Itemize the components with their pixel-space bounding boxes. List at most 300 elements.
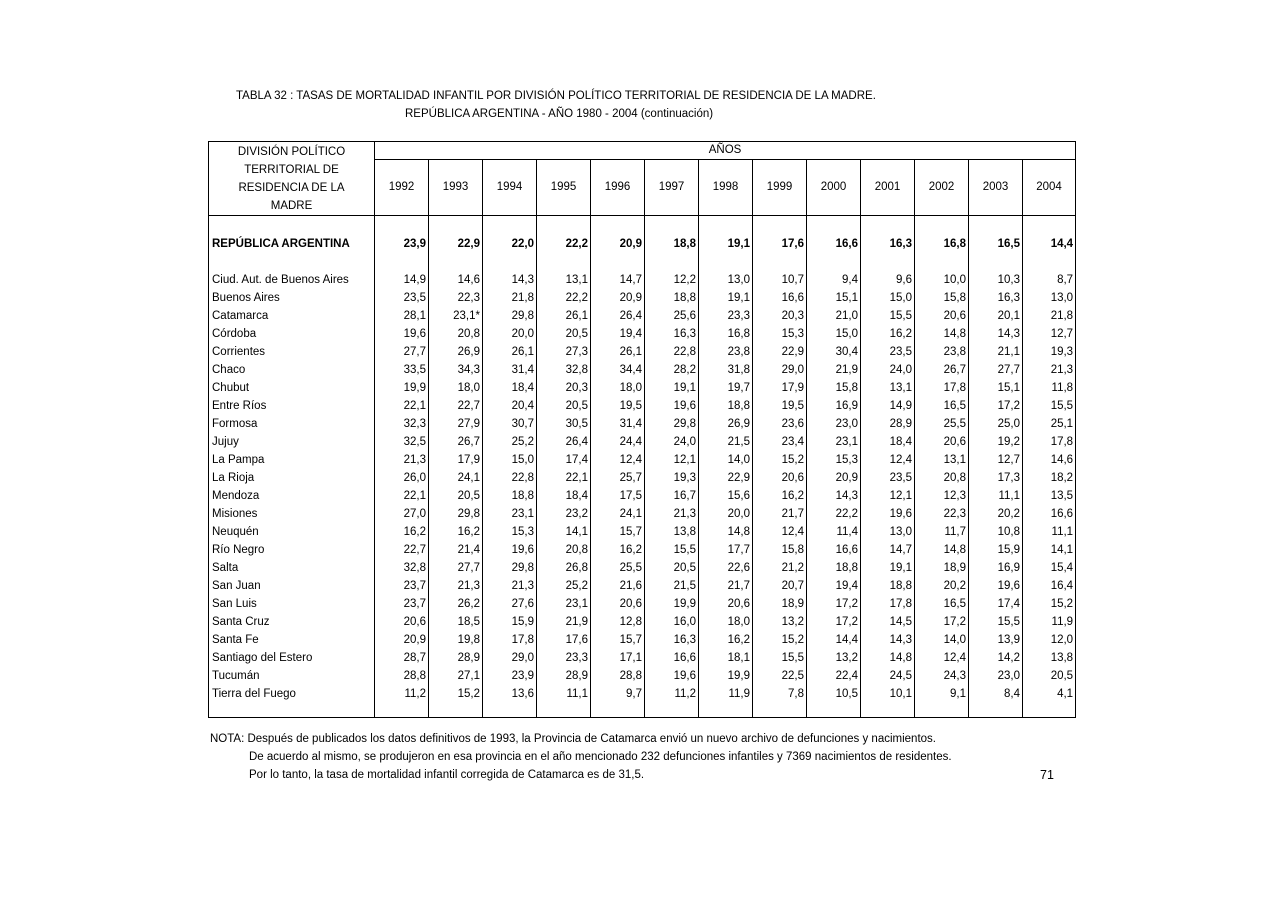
value-cell: 28,9 — [537, 667, 591, 685]
value-cell: 30,5 — [537, 415, 591, 433]
value-cell: 31,4 — [483, 361, 537, 379]
value-cell: 9,6 — [861, 271, 915, 289]
value-cell: 23,6 — [753, 415, 807, 433]
table-row — [209, 397, 1076, 415]
value-cell: 17,8 — [483, 631, 537, 649]
year-header-cell: 1996 — [591, 159, 645, 215]
year-header-cell: 2000 — [807, 159, 861, 215]
value-cell: 14,4 — [1023, 216, 1076, 272]
value-cell: 14,6 — [429, 271, 483, 289]
value-cell: 16,7 — [645, 487, 699, 505]
value-cell: 26,0 — [375, 469, 429, 487]
value-cell: 17,9 — [753, 379, 807, 397]
value-cell: 16,3 — [861, 216, 915, 272]
year-header-cell: 1997 — [645, 159, 699, 215]
row-label: Chaco — [209, 361, 375, 379]
value-cell: 17,4 — [537, 451, 591, 469]
value-cell: 15,9 — [969, 541, 1023, 559]
value-cell: 8,7 — [1023, 271, 1076, 289]
value-cell: 16,9 — [969, 559, 1023, 577]
value-cell: 13,9 — [969, 631, 1023, 649]
value-cell: 12,8 — [591, 613, 645, 631]
value-cell: 24,0 — [645, 433, 699, 451]
value-cell: 14,3 — [483, 271, 537, 289]
value-cell: 34,3 — [429, 361, 483, 379]
value-cell: 12,1 — [645, 451, 699, 469]
value-cell: 22,9 — [753, 343, 807, 361]
table-row — [209, 649, 1076, 667]
value-cell: 21,8 — [483, 289, 537, 307]
value-cell: 23,5 — [861, 469, 915, 487]
value-cell: 18,9 — [753, 595, 807, 613]
value-cell: 14,3 — [807, 487, 861, 505]
value-cell: 21,6 — [591, 577, 645, 595]
value-cell: 15,0 — [861, 289, 915, 307]
table-row — [209, 577, 1076, 595]
value-cell: 13,8 — [1023, 649, 1076, 667]
value-cell: 20,1 — [969, 307, 1023, 325]
value-cell: 13,2 — [753, 613, 807, 631]
note-line-3: Por lo tanto, la tasa de mortalidad infantil corregida de Catamarca es de 31,5. — [249, 769, 645, 781]
value-cell: 15,9 — [483, 613, 537, 631]
value-cell: 16,6 — [753, 289, 807, 307]
value-cell: 22,1 — [375, 397, 429, 415]
value-cell: 25,1 — [1023, 415, 1076, 433]
value-cell: 26,9 — [429, 343, 483, 361]
value-cell — [861, 703, 915, 718]
value-cell: 18,5 — [429, 613, 483, 631]
value-cell: 20,6 — [915, 433, 969, 451]
value-cell: 10,8 — [969, 523, 1023, 541]
table-row — [209, 595, 1076, 613]
value-cell: 17,2 — [807, 595, 861, 613]
value-cell: 19,5 — [753, 397, 807, 415]
value-cell: 16,2 — [753, 487, 807, 505]
value-cell: 20,5 — [429, 487, 483, 505]
value-cell: 26,4 — [591, 307, 645, 325]
value-cell: 31,4 — [591, 415, 645, 433]
value-cell: 25,6 — [645, 307, 699, 325]
value-cell: 17,5 — [591, 487, 645, 505]
row-label: Jujuy — [209, 433, 375, 451]
value-cell: 11,1 — [969, 487, 1023, 505]
year-header-cell: 2004 — [1023, 159, 1076, 215]
value-cell: 23,4 — [753, 433, 807, 451]
value-cell: 32,3 — [375, 415, 429, 433]
row-label: Salta — [209, 559, 375, 577]
row-header — [209, 142, 375, 216]
value-cell: 19,8 — [429, 631, 483, 649]
value-cell: 28,9 — [861, 415, 915, 433]
value-cell: 23,5 — [861, 343, 915, 361]
value-cell: 12,7 — [1023, 325, 1076, 343]
value-cell: 20,8 — [429, 325, 483, 343]
value-cell: 18,4 — [861, 433, 915, 451]
value-cell: 16,3 — [645, 631, 699, 649]
value-cell: 19,2 — [969, 433, 1023, 451]
table-row — [209, 559, 1076, 577]
row-label: REPÚBLICA ARGENTINA — [209, 216, 375, 272]
value-cell: 20,6 — [915, 307, 969, 325]
row-label: Formosa — [209, 415, 375, 433]
value-cell: 12,4 — [753, 523, 807, 541]
value-cell: 18,2 — [1023, 469, 1076, 487]
value-cell: 27,7 — [969, 361, 1023, 379]
value-cell: 30,7 — [483, 415, 537, 433]
value-cell: 13,5 — [1023, 487, 1076, 505]
value-cell: 24,3 — [915, 667, 969, 685]
value-cell: 18,8 — [807, 559, 861, 577]
value-cell: 21,9 — [537, 613, 591, 631]
value-cell: 23,8 — [915, 343, 969, 361]
value-cell: 15,2 — [1023, 595, 1076, 613]
value-cell: 11,2 — [645, 685, 699, 703]
value-cell: 22,2 — [537, 289, 591, 307]
value-cell: 20,8 — [915, 469, 969, 487]
value-cell: 11,4 — [807, 523, 861, 541]
year-header-cell: 1998 — [699, 159, 753, 215]
value-cell: 21,7 — [699, 577, 753, 595]
value-cell: 25,0 — [969, 415, 1023, 433]
value-cell: 25,7 — [591, 469, 645, 487]
value-cell: 18,8 — [645, 216, 699, 272]
value-cell: 15,1 — [807, 289, 861, 307]
value-cell: 18,4 — [483, 379, 537, 397]
value-cell: 12,4 — [861, 451, 915, 469]
value-cell: 20,4 — [483, 397, 537, 415]
value-cell: 19,6 — [375, 325, 429, 343]
value-cell: 11,7 — [915, 523, 969, 541]
value-cell: 20,9 — [591, 216, 645, 272]
row-label: San Juan — [209, 577, 375, 595]
value-cell: 26,1 — [483, 343, 537, 361]
value-cell: 15,0 — [483, 451, 537, 469]
value-cell: 21,1 — [969, 343, 1023, 361]
value-cell: 20,0 — [699, 505, 753, 523]
value-cell: 20,0 — [483, 325, 537, 343]
value-cell: 20,5 — [537, 397, 591, 415]
value-cell: 16,2 — [375, 523, 429, 541]
mortality-table — [208, 141, 1076, 718]
value-cell: 17,6 — [753, 216, 807, 272]
value-cell: 10,7 — [753, 271, 807, 289]
value-cell: 23,3 — [537, 649, 591, 667]
value-cell: 12,4 — [591, 451, 645, 469]
value-cell: 22,1 — [375, 487, 429, 505]
value-cell: 23,8 — [699, 343, 753, 361]
value-cell: 21,4 — [429, 541, 483, 559]
value-cell: 19,9 — [645, 595, 699, 613]
value-cell: 21,3 — [429, 577, 483, 595]
value-cell: 25,2 — [537, 577, 591, 595]
value-cell: 23,7 — [375, 577, 429, 595]
value-cell: 14,5 — [861, 613, 915, 631]
value-cell: 15,5 — [753, 649, 807, 667]
value-cell: 19,9 — [699, 667, 753, 685]
value-cell: 19,1 — [699, 289, 753, 307]
value-cell: 23,7 — [375, 595, 429, 613]
value-cell: 19,9 — [375, 379, 429, 397]
row-label: La Rioja — [209, 469, 375, 487]
value-cell: 16,5 — [969, 216, 1023, 272]
value-cell: 15,4 — [1023, 559, 1076, 577]
value-cell: 17,3 — [969, 469, 1023, 487]
value-cell: 12,4 — [915, 649, 969, 667]
value-cell: 16,4 — [1023, 577, 1076, 595]
value-cell: 19,6 — [969, 577, 1023, 595]
row-label — [209, 703, 375, 718]
value-cell: 19,3 — [645, 469, 699, 487]
value-cell: 26,2 — [429, 595, 483, 613]
value-cell: 18,4 — [537, 487, 591, 505]
value-cell: 23,1 — [483, 505, 537, 523]
value-cell: 27,3 — [537, 343, 591, 361]
value-cell: 18,0 — [429, 379, 483, 397]
value-cell: 29,0 — [753, 361, 807, 379]
value-cell: 24,1 — [591, 505, 645, 523]
value-cell: 16,0 — [645, 613, 699, 631]
value-cell: 18,8 — [699, 397, 753, 415]
value-cell: 22,7 — [375, 541, 429, 559]
value-cell: 14,0 — [699, 451, 753, 469]
value-cell: 26,4 — [537, 433, 591, 451]
value-cell: 31,8 — [699, 361, 753, 379]
table-row-total — [209, 216, 1076, 272]
value-cell — [591, 703, 645, 718]
value-cell: 15,2 — [429, 685, 483, 703]
value-cell: 26,9 — [699, 415, 753, 433]
value-cell: 20,8 — [537, 541, 591, 559]
value-cell: 23,0 — [807, 415, 861, 433]
value-cell: 19,5 — [591, 397, 645, 415]
value-cell: 15,2 — [753, 451, 807, 469]
value-cell: 32,8 — [375, 559, 429, 577]
value-cell: 22,2 — [537, 216, 591, 272]
value-cell: 23,9 — [375, 216, 429, 272]
value-cell: 18,9 — [915, 559, 969, 577]
value-cell: 21,3 — [645, 505, 699, 523]
value-cell — [969, 703, 1023, 718]
value-cell: 27,6 — [483, 595, 537, 613]
value-cell: 32,5 — [375, 433, 429, 451]
value-cell: 11,9 — [699, 685, 753, 703]
value-cell: 22,4 — [807, 667, 861, 685]
value-cell: 16,6 — [1023, 505, 1076, 523]
value-cell: 26,7 — [915, 361, 969, 379]
value-cell: 8,4 — [969, 685, 1023, 703]
value-cell: 23,1* — [429, 307, 483, 325]
value-cell: 21,3 — [1023, 361, 1076, 379]
year-header-cell: 2002 — [915, 159, 969, 215]
value-cell: 33,5 — [375, 361, 429, 379]
value-cell: 22,3 — [915, 505, 969, 523]
value-cell: 11,1 — [537, 685, 591, 703]
value-cell — [753, 703, 807, 718]
value-cell: 21,3 — [375, 451, 429, 469]
row-label: Entre Ríos — [209, 397, 375, 415]
value-cell: 16,3 — [969, 289, 1023, 307]
value-cell: 27,7 — [375, 343, 429, 361]
value-cell: 4,1 — [1023, 685, 1076, 703]
value-cell: 21,3 — [483, 577, 537, 595]
value-cell: 17,7 — [699, 541, 753, 559]
table-row — [209, 379, 1076, 397]
value-cell: 16,2 — [861, 325, 915, 343]
value-cell: 26,1 — [591, 343, 645, 361]
value-cell: 24,5 — [861, 667, 915, 685]
table-row — [209, 613, 1076, 631]
value-cell: 22,9 — [699, 469, 753, 487]
value-cell: 34,4 — [591, 361, 645, 379]
value-cell: 14,3 — [861, 631, 915, 649]
table-subtitle: REPÚBLICA ARGENTINA - AÑO 1980 - 2004 (continuación) — [405, 108, 714, 120]
value-cell — [483, 703, 537, 718]
value-cell: 21,2 — [753, 559, 807, 577]
value-cell: 16,6 — [807, 216, 861, 272]
row-label: Santiago del Estero — [209, 649, 375, 667]
note-line-1: NOTA: Después de publicados los datos definitivos de 1993, la Provincia de Catamarca envió un nuevo archivo de defunciones y nacimientos. — [210, 733, 936, 745]
value-cell — [537, 703, 591, 718]
value-cell: 24,1 — [429, 469, 483, 487]
value-cell: 22,6 — [699, 559, 753, 577]
table-row — [209, 343, 1076, 361]
note-line-2: De acuerdo al mismo, se produjeron en esa provincia en el año mencionado 232 defunciones infantiles y 7369 nacimientos de residentes. — [249, 751, 952, 763]
value-cell — [645, 703, 699, 718]
value-cell: 28,7 — [375, 649, 429, 667]
value-cell: 22,0 — [483, 216, 537, 272]
value-cell: 20,5 — [645, 559, 699, 577]
value-cell: 23,0 — [969, 667, 1023, 685]
value-cell: 29,8 — [483, 559, 537, 577]
value-cell: 12,7 — [969, 451, 1023, 469]
value-cell: 21,9 — [807, 361, 861, 379]
value-cell: 16,2 — [699, 631, 753, 649]
value-cell: 23,3 — [699, 307, 753, 325]
table-row — [209, 307, 1076, 325]
row-label: Mendoza — [209, 487, 375, 505]
row-label: Catamarca — [209, 307, 375, 325]
table-row — [209, 415, 1076, 433]
value-cell: 11,9 — [1023, 613, 1076, 631]
value-cell: 19,1 — [699, 216, 753, 272]
value-cell: 18,0 — [699, 613, 753, 631]
value-cell — [375, 703, 429, 718]
row-label: Corrientes — [209, 343, 375, 361]
table-row — [209, 667, 1076, 685]
value-cell: 11,2 — [375, 685, 429, 703]
table-title: TABLA 32 : TASAS DE MORTALIDAD INFANTIL POR DIVISIÓN POLÍTICO TERRITORIAL DE RESIDENCIA DE LA MADRE. — [236, 90, 876, 102]
table-row — [209, 289, 1076, 307]
value-cell: 15,3 — [753, 325, 807, 343]
year-header-cell: 1999 — [753, 159, 807, 215]
value-cell: 13,0 — [1023, 289, 1076, 307]
table-row — [209, 433, 1076, 451]
year-header-cell: 1992 — [375, 159, 429, 215]
value-cell: 23,1 — [807, 433, 861, 451]
value-cell: 15,5 — [1023, 397, 1076, 415]
row-label: Tierra del Fuego — [209, 685, 375, 703]
value-cell: 22,8 — [645, 343, 699, 361]
value-cell: 20,6 — [699, 595, 753, 613]
value-cell: 20,6 — [591, 595, 645, 613]
value-cell: 21,7 — [753, 505, 807, 523]
value-cell: 17,6 — [537, 631, 591, 649]
row-label: Buenos Aires — [209, 289, 375, 307]
value-cell: 13,1 — [537, 271, 591, 289]
table-row — [209, 325, 1076, 343]
value-cell: 14,6 — [1023, 451, 1076, 469]
value-cell: 25,5 — [591, 559, 645, 577]
row-label: San Luis — [209, 595, 375, 613]
value-cell: 24,0 — [861, 361, 915, 379]
table-row — [209, 487, 1076, 505]
value-cell: 13,6 — [483, 685, 537, 703]
value-cell: 19,4 — [807, 577, 861, 595]
value-cell: 18,8 — [483, 487, 537, 505]
value-cell: 10,1 — [861, 685, 915, 703]
value-cell: 14,1 — [1023, 541, 1076, 559]
value-cell: 20,7 — [753, 577, 807, 595]
row-header-line: MADRE — [270, 200, 313, 212]
value-cell: 21,5 — [699, 433, 753, 451]
value-cell: 15,5 — [861, 307, 915, 325]
value-cell: 19,6 — [861, 505, 915, 523]
value-cell: 27,9 — [429, 415, 483, 433]
value-cell: 27,1 — [429, 667, 483, 685]
value-cell: 13,2 — [807, 649, 861, 667]
value-cell: 18,8 — [645, 289, 699, 307]
table-row — [209, 523, 1076, 541]
value-cell: 17,2 — [969, 397, 1023, 415]
value-cell: 22,7 — [429, 397, 483, 415]
value-cell: 23,2 — [537, 505, 591, 523]
value-cell: 22,9 — [429, 216, 483, 272]
value-cell: 22,8 — [483, 469, 537, 487]
table-row — [209, 505, 1076, 523]
value-cell: 26,7 — [429, 433, 483, 451]
value-cell: 29,8 — [483, 307, 537, 325]
table-row — [209, 271, 1076, 289]
value-cell: 15,3 — [483, 523, 537, 541]
value-cell: 16,6 — [645, 649, 699, 667]
value-cell: 25,2 — [483, 433, 537, 451]
row-label: Río Negro — [209, 541, 375, 559]
table-row — [209, 541, 1076, 559]
years-header: AÑOS — [375, 142, 1076, 160]
row-label: Córdoba — [209, 325, 375, 343]
value-cell — [807, 703, 861, 718]
value-cell: 12,1 — [861, 487, 915, 505]
value-cell: 14,8 — [915, 325, 969, 343]
value-cell: 17,8 — [1023, 433, 1076, 451]
value-cell: 15,0 — [807, 325, 861, 343]
row-label: Chubut — [209, 379, 375, 397]
table-spacer-row — [209, 703, 1076, 718]
value-cell: 15,6 — [699, 487, 753, 505]
value-cell: 28,9 — [429, 649, 483, 667]
row-header-line: DIVISIÓN POLÍTICO — [237, 146, 346, 158]
value-cell: 10,0 — [915, 271, 969, 289]
value-cell: 22,5 — [753, 667, 807, 685]
value-cell: 13,0 — [699, 271, 753, 289]
value-cell: 9,7 — [591, 685, 645, 703]
value-cell: 17,2 — [915, 613, 969, 631]
value-cell: 22,2 — [807, 505, 861, 523]
value-cell: 15,1 — [969, 379, 1023, 397]
value-cell: 21,5 — [645, 577, 699, 595]
value-cell: 20,5 — [537, 325, 591, 343]
value-cell: 22,3 — [429, 289, 483, 307]
